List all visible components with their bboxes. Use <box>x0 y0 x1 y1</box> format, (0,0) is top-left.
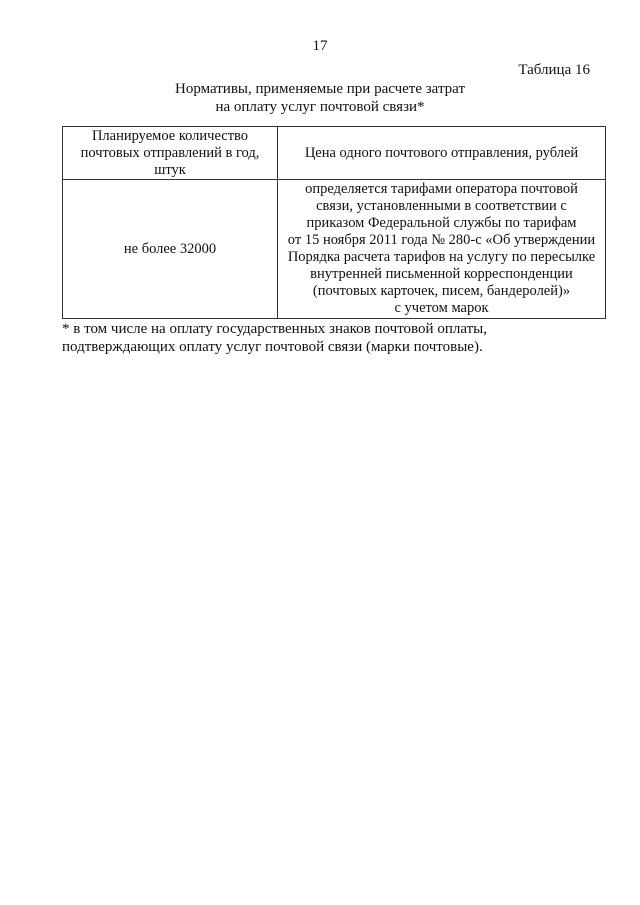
quantity-header-line-1: Планируемое количество <box>91 127 249 144</box>
price-line-2: связи, установленными в соответствии с <box>316 198 567 214</box>
price-line-1: определяется тарифами оператора почтовой <box>305 181 578 197</box>
page-number: 17 <box>312 38 328 54</box>
quantity-header-line-2: почтовых отправлений в год, <box>80 144 260 161</box>
document-title <box>0 80 640 116</box>
price-line-8: с учетом марок <box>394 300 489 316</box>
footnote <box>62 320 622 356</box>
price-line-5: Порядка расчета тарифов на услугу по пересылке <box>287 249 596 265</box>
quantity-header-line-3: штук <box>154 161 186 178</box>
price-line-3: приказом Федеральной службы по тарифам <box>306 215 577 231</box>
price-header: Цена одного почтового отправления, рублей <box>278 127 606 180</box>
title-line-1: Нормативы, применяемые при расчете затрат <box>174 81 466 97</box>
footnote-line-2: подтверждающих оплату услуг почтовой связи (марки почтовые). <box>62 339 483 355</box>
table-row <box>63 180 606 319</box>
price-line-7: (почтовых карточек, писем, бандеролей)» <box>312 283 571 299</box>
table-label: Таблица 16 <box>518 62 590 78</box>
price-cell <box>278 180 606 319</box>
table-header-row <box>63 127 606 180</box>
footnote-line-1: * в том числе на оплату государственных знаков почтовой оплаты, <box>62 321 487 337</box>
price-line-4: от 15 ноября 2011 года № 280-с «Об утверждении <box>287 232 596 248</box>
price-line-6: внутренней письменной корреспонденции <box>310 266 573 282</box>
norms-table <box>62 126 606 319</box>
quantity-cell: не более 32000 <box>63 180 278 319</box>
title-line-2: на оплату услуг почтовой связи* <box>215 99 425 115</box>
quantity-header <box>63 127 278 180</box>
